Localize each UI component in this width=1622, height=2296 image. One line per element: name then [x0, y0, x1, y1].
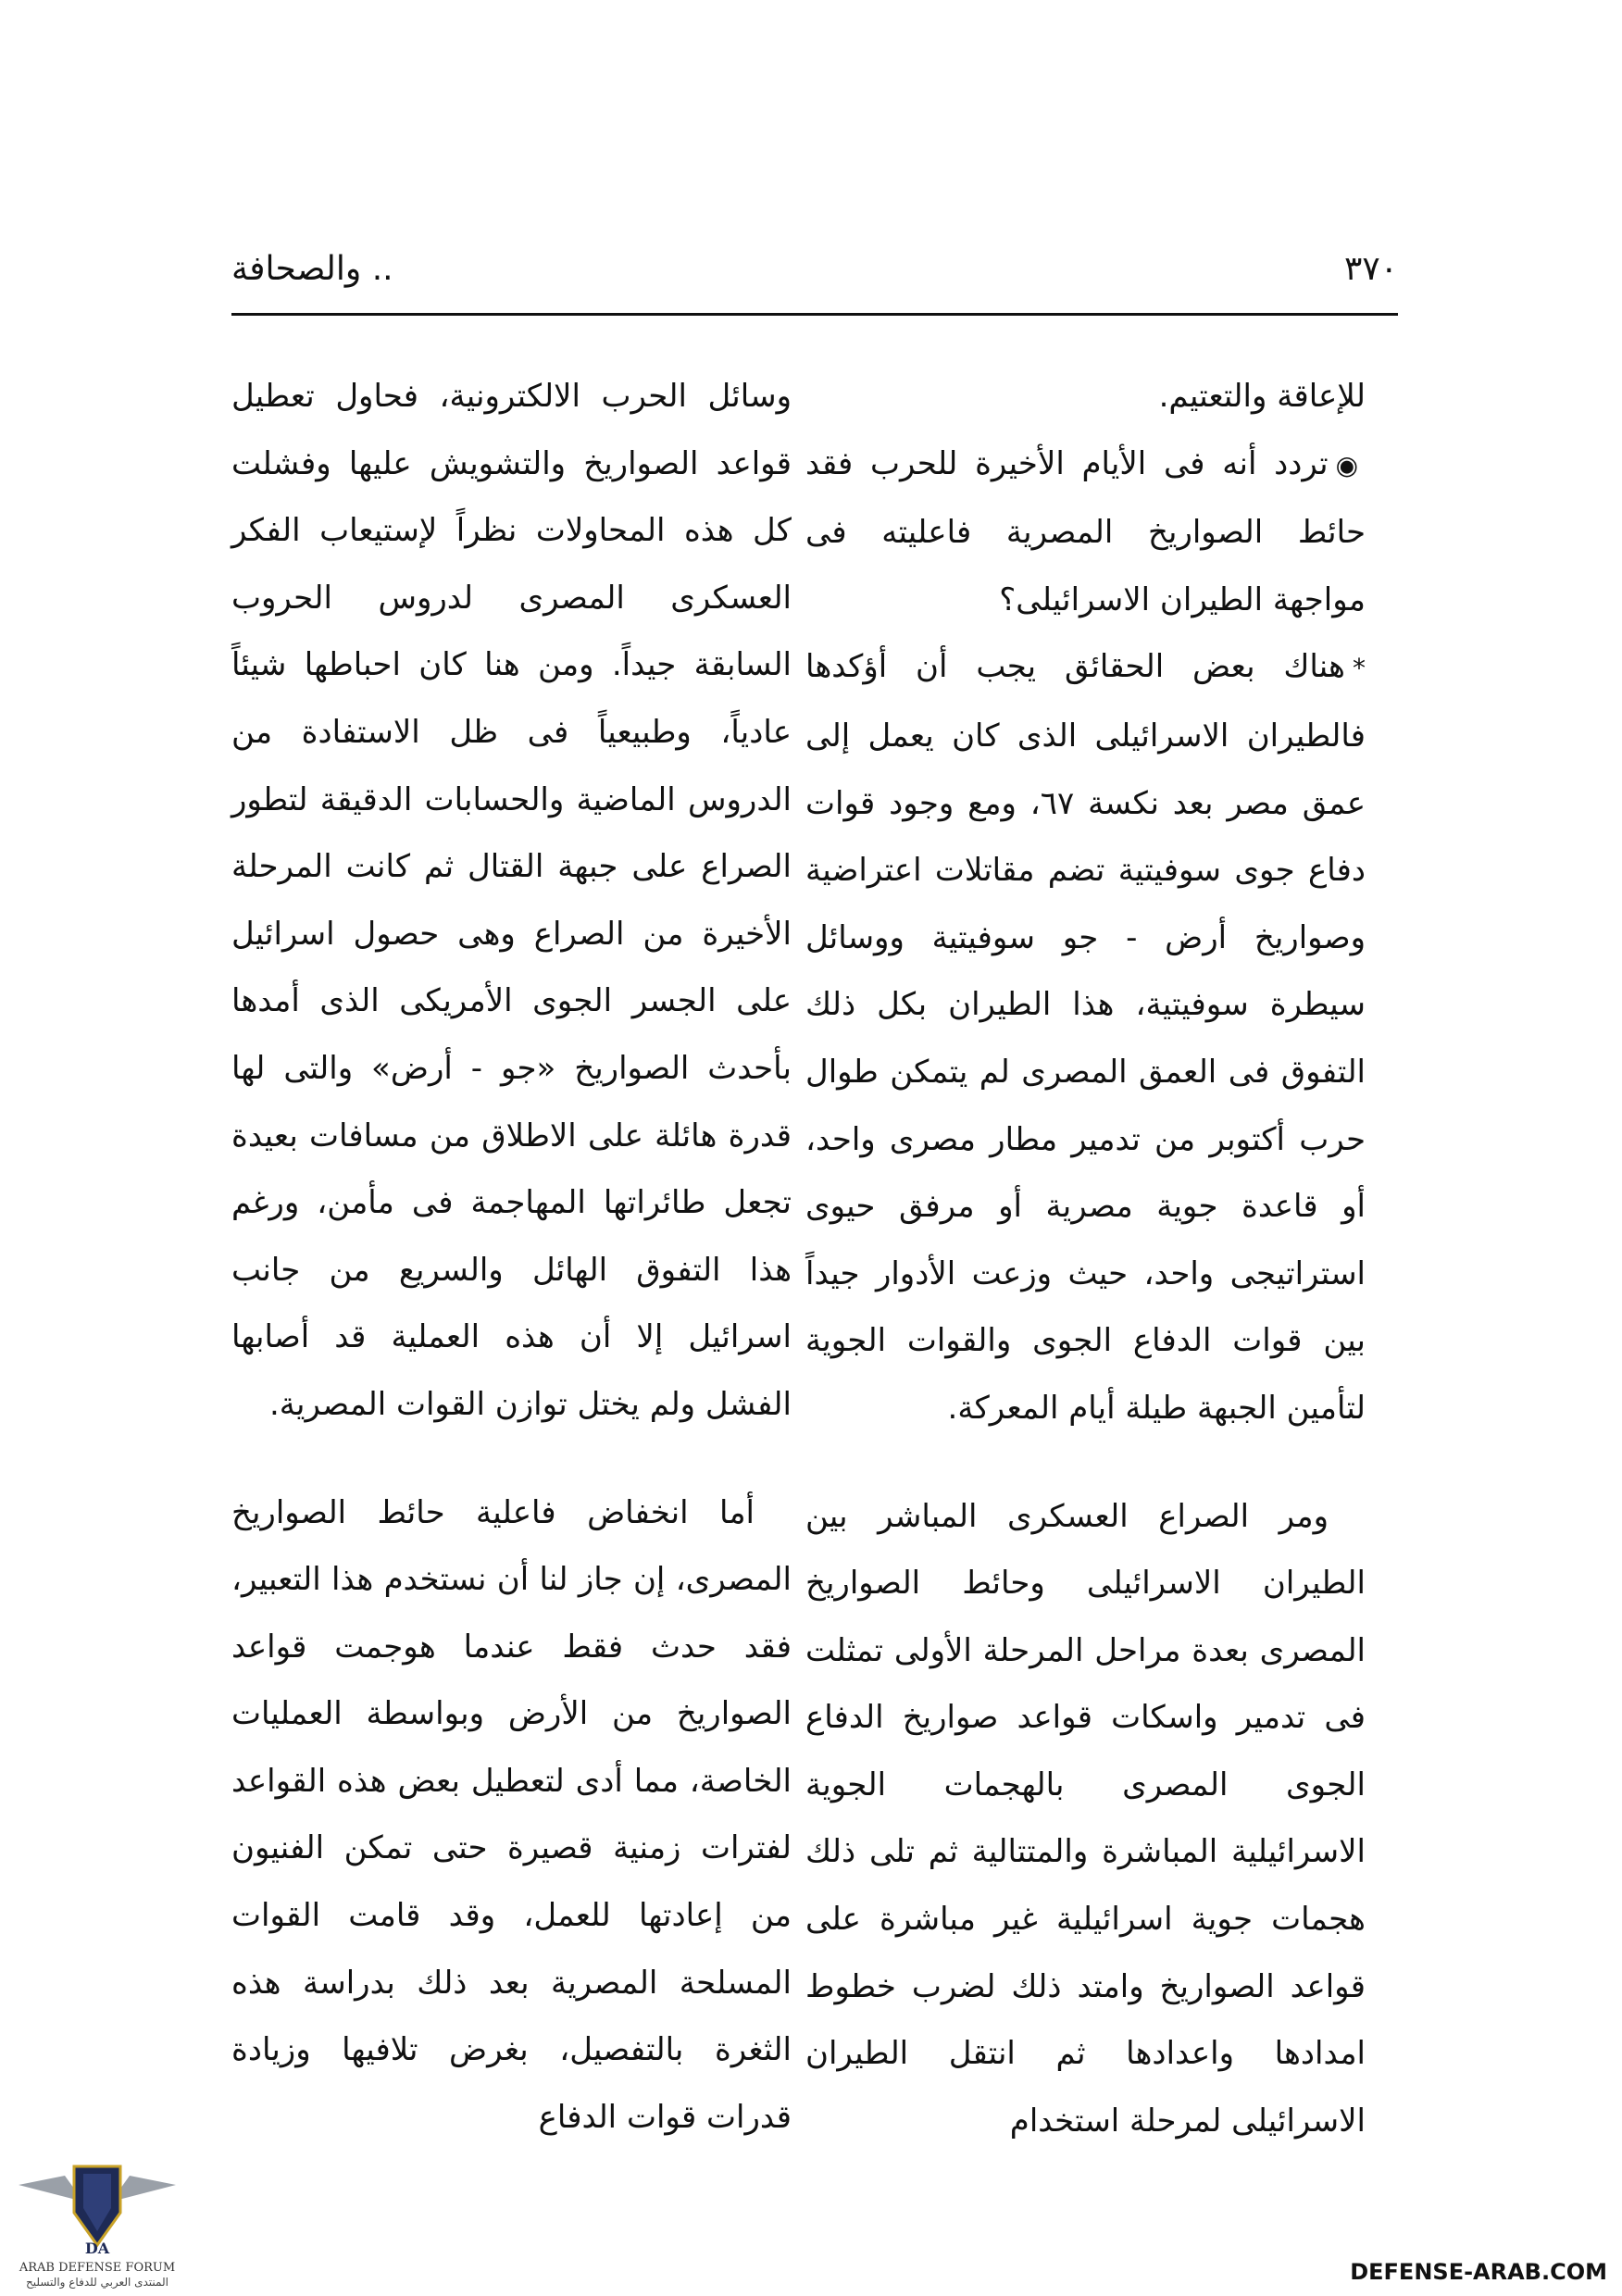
running-title: .. والصحافة — [231, 250, 393, 288]
page-number: ٣٧٠ — [1343, 250, 1398, 288]
page-header — [231, 250, 1398, 306]
answer-asterisk-icon: * — [1353, 653, 1366, 684]
paragraph: للإعاقة والتعتيم. — [1158, 378, 1366, 415]
eagle-shield-icon — [9, 2157, 185, 2261]
logo-caption-arabic: المنتدى العربي للدفاع والتسليح — [26, 2276, 168, 2289]
site-watermark: DEFENSE-ARAB.COM — [1350, 2259, 1607, 2285]
answer-text: هناك بعض الحقائق يجب أن أؤكدها فالطيران الاسرائيلى الذى كان يعمل إلى عمق مصر بعد نكسة ٦٧، ومع وجود قوات دفاع جوى سوفيتية تضم مقاتلات اعتراضية وصواريخ أرض - جو سوفيتية ووسائل سيطرة سوفيتية، هذا الطيران بكل ذلك التفوق فى العمق المصرى لم يتمكن طوال حرب أكتوبر من تدمير مطار مصرى واحد، أو قاعدة جوية مصرية أو مرفق حيوى استراتيجى واحد، حيث وزعت الأدوار جيداً بين قوات الدفاع الجوى والقوات الجوية لتأمين الجبهة طيلة أيام المعركة. — [805, 648, 1366, 1427]
answer-paragraph — [805, 633, 1366, 1441]
question-paragraph — [805, 430, 1366, 634]
question-text: تردد أنه فى الأيام الأخيرة للحرب فقد حائط الصواريخ المصرية فاعليته فى مواجهة الطيران الاسرائيلى؟ — [805, 444, 1366, 618]
text-column-left — [231, 363, 792, 2151]
paragraph: أما انخفاض فاعلية حائط الصواريخ المصرى، إن جاز لنا أن نستخدم هذا التعبير، فقد حدث فقط عندما هوجمت قواعد الصواريخ من الأرض وبواسطة العمليات الخاصة، مما أدى لتعطيل بعض هذه القواعد لفترات زمنية قصيرة حتى تمكن الفنيون من إعادتها للعمل، وقد قامت القوات المسلحة المصرية بعد ذلك بدراسة هذه الثغرة بالتفصيل، بغرض تلافيها وزيادة قدرات قوات الدفاع — [231, 1493, 792, 2136]
text-column-right — [805, 363, 1366, 2154]
header-rule — [231, 313, 1398, 316]
paragraph: ومر الصراع العسكرى المباشر بين الطيران الاسرائيلى وحائط الصواريخ المصرى بعدة مراحل المرحلة الأولى تمثلت فى تدمير واسكات قواعد صواريخ الدفاع الجوى المصرى بالهجمات الجوية الاسرائيلية المباشرة والمتتالية ثم تلى ذلك هجمات جوية اسرائيلية غير مباشرة على قواعد الصواريخ وامتد ذلك لضرب خطوط امدادها واعدادها ثم انتقل الطيران الاسرائيلى لمرحلة استخدام — [805, 1497, 1366, 2140]
paragraph: وسائل الحرب الالكترونية، فحاول تعطيل قواعد الصواريخ والتشويش عليها وفشلت كل هذه المحاولات نظراً لإستيعاب الفكر العسكرى المصرى لدروس الحروب السابقة جيداً. ومن هنا كان احباطها شيئاً عادياً، وطبيعياً فى ظل الاستفادة من الدروس الماضية والحسابات الدقيقة لتطور الصراع على جبهة القتال ثم كانت المرحلة الأخيرة من الصراع وهى حصول اسرائيل على الجسر الجوى الأمريكى الذى أمدها بأحدث الصواريخ «جو - أرض» والتى لها قدرة هائلة على الاطلاق من مسافات بعيدة تجعل طائراتها المهاجمة فى مأمن، ورغم هذا التفوق الهائل والسريع من جانب اسرائيل إلا أن هذه العملية قد أصابها الفشل ولم يختل توازن القوات المصرية. — [231, 378, 792, 1423]
logo-caption-english: ARAB DEFENSE FORUM — [19, 2261, 176, 2275]
arab-defense-forum-logo — [9, 2157, 185, 2296]
question-bullet-icon: ◉ — [1335, 449, 1366, 480]
logo-badge: DA — [84, 2240, 110, 2257]
